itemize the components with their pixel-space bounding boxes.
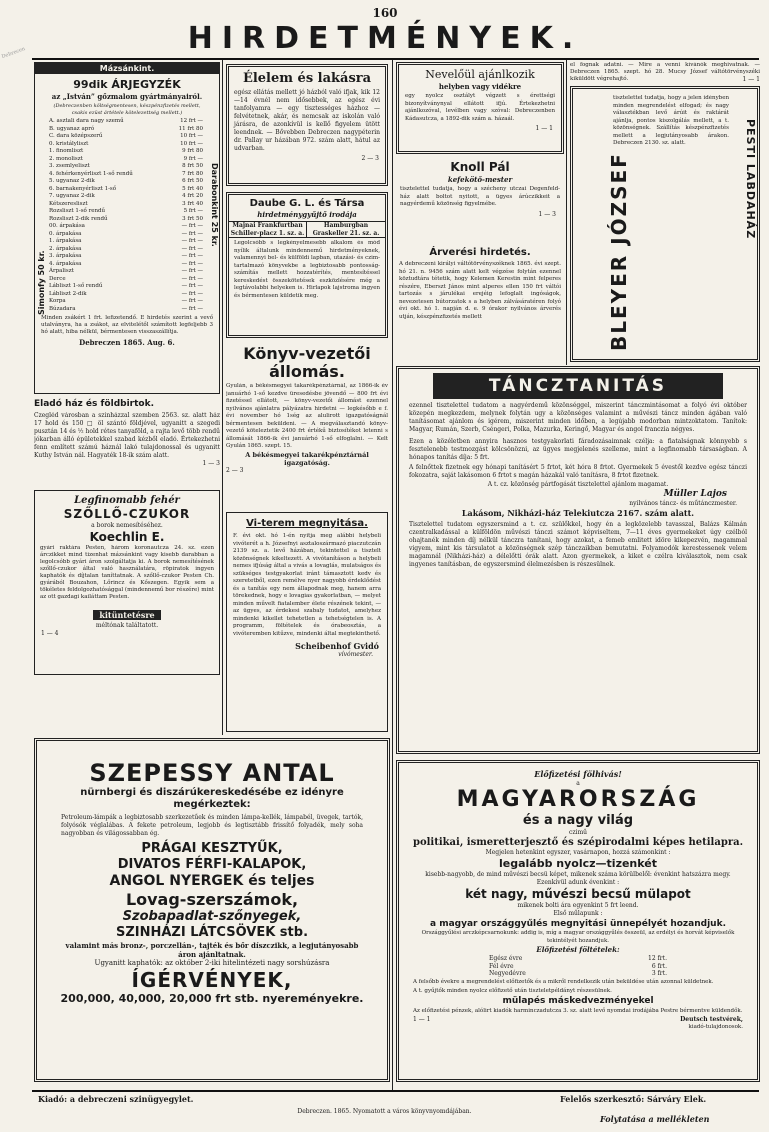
elado-ad [34, 398, 220, 486]
price-value: 5 frt — [183, 208, 203, 214]
vitorna-text: F. évi okt. hó 1-én nyitja meg alábbi helybeli vivóterét a h. Józsefnyi asztaloszármazó piaczutczán 2139 sz. a. levő házában, tekintettel a tisztelt közönségnek kikeltezett. A vivótanításon a helybeli nemes ifjúság által a vivás a lovaglás, mulatságos és szükséges testgyakorlat iránt támasztott kedv és szeretetből, ezen remélve nyer nagyobb érdeklődést és a tanítás egy nem állapodnak meg, hanem arra törekednek, hogy e lovagias gyakorlatban, — melyet minden művelt fiatalember élete részének tekint, — az ügyes, az érdekesi szabaly tudatot, amelyhez mindenki kikellet tehetetlen a tehetségtelen is. A programm, föltételek és órabeosztás, a vivóteremben kitűzve, mindenki által megtekinthető. [233, 533, 381, 637]
szepessy-title: SZEPESSY ANTAL [89, 759, 335, 787]
konyv-sign: A békésmegyei takarékpénztárnál igazgatóság. [245, 450, 369, 467]
arjegyzek-ad [34, 62, 220, 394]
konyv-ad [226, 344, 388, 502]
price-item: Korpa [49, 298, 66, 304]
price-item: Búzadara [49, 305, 76, 312]
tancz-text3: A felnőttek fizetnek egy hónapi tanításért 5 frtot, két hóra 8 frtot. Gyermekek 5 évestől kezdve egész tánczi fokozatra, saját lakásomon 6 frtot s magán házakál való tanításra, 8 frtot fizetnek. [409, 464, 747, 479]
szepessy-l4: Lovag-szerszámok, [125, 890, 299, 909]
price-row [49, 178, 203, 186]
bleyer-side: PESTI LABDAHÁZ [744, 119, 757, 240]
mo-text9: Az előfizetési pénzek, alólirt kiadók harminczadutcza 3. sz. alatt levő nyomdai irodájába Pestre bérmentve küldendők. [413, 1007, 743, 1014]
cukor-badge2: méltónak találtatott. [95, 622, 159, 629]
daube-sub: hirdetménygyűjtő irodája [257, 210, 357, 219]
konyv-title1: Könyv-vezetői [243, 344, 371, 363]
price-row [49, 126, 203, 134]
cukor-name: Koechlin E. [89, 530, 165, 544]
price-row [49, 216, 203, 224]
mo-czimu: czimű [569, 829, 587, 836]
mo-text2: kisebb-nagyobb, de mind művészi becsü képet, mikenek száma körülbelől: évenkint hatszázra megy. [425, 871, 731, 878]
mo-title: MAGYARORSZÁG [456, 787, 700, 812]
tancz-text5: Tisztelettel tudatom egyszersmind a t. cz. szülőkkel, hogy én a legközelebb tavasszal, Balázs Kálmán czentralkadással a külföldön művészi tánczi számot képviseltem, 7—11 éves gyermekeket úgy czélból ohajtanék minden díj nélkül tánczra tanítani, hogy azokat, a femeb emlitett idöre kikepezvén, magammal vigyem, mint kis társulatot a közönségnek szép tánczaikban bemutatni. Folyamodók kerestessenek velem magamnál (Nikházi-ház) a délelőtti órák alatt. Azon gyermekek, a kiket e czélra kiválasztok, nem csak ingyenes tanításban, de egyszersmind élelmezésben is részesülnek. [409, 521, 747, 568]
price-value: — frt — [181, 238, 203, 244]
price-row [49, 148, 203, 156]
mo-p1-label: Egész évre [489, 955, 523, 962]
elet-ad [226, 64, 388, 186]
nevelo-title: Nevelőül ajánlkozik [425, 68, 535, 81]
arveres-ad [396, 246, 564, 356]
price-value: — frt — [181, 260, 203, 267]
nevelo-text: egy nyolcz osztályt végzett s érettségi bizonyítványnyal ellátott ifjú. Értekezhetni ajánlkozóval, levélben vagy szóval: Debreczenben Kádasutcza, a 1892-dik szám a. házaál. [405, 93, 555, 122]
szepessy-ad [34, 738, 390, 1082]
price-value: 8 frt 50 [182, 163, 203, 169]
price-item: 0. kristályliszt [49, 140, 89, 147]
footer-editor [560, 1094, 706, 1104]
szepessy-l3: ANGOL NYERGEK és teljes [109, 873, 315, 889]
footer-rule [32, 1090, 759, 1092]
price-value: — frt — [181, 290, 203, 297]
szepessy-l6: SZINHÁZI LÁTCSÖVEK stb. [115, 925, 309, 940]
price-row [49, 186, 203, 194]
arjegyzek-side-right: Darabonkint 25 kr. [210, 163, 219, 247]
column-rule-3 [566, 60, 567, 365]
mo-text5: Első műlapunk : [553, 910, 603, 917]
price-value: 7 frt 80 [182, 170, 203, 177]
konyv-text: Gyulán, a békésmegyei takarékpénztárnál, az 1866-ik év januárhó 1-ső kezdve üresedésbe jövendő — 800 frt évi fizetéssel ellátott, — könyv-vezetői állomást ezennel nyilvános ajánlatra pályázatra hirdetni — legkésőbb e f. évi november hó 1ség az alulirott igazgatóságnál bérmentesen beküldeni. — A megválasztandó könyv-vezető köteleztetik 2400 frt értékű biztosítékot letenni s állomását 1866-ik évi januárhó 1-ső elfoglalni. — Kelt Gyulán 1865. szept. 15. [226, 383, 388, 449]
arveres-text: A debreczeni királyi váltótörvényszéknek 1865. évi szept. hó 21. n. 9456 szám alatt kelt végzése folytán ezennel köztudtára tétetik, hogy Kelemen Kerestin mint felperes részére, Eberszt János mint alperes ellen 150 frt váltói tartozás s járulékai erejéig lefoglalt ingóságok, nevezetesen bútorzatok s a helyben zálvásáratéren folyó évi okt. hó 1. napján d. e. 9 órakor nyilvános árverés utján, készpénzfizetés mellett [399, 261, 561, 320]
price-row [49, 201, 203, 209]
footer-printer: Debreczen. 1865. Nyomatott a város könyvnyomdájában. [297, 1108, 472, 1115]
mo-title2: és a nagy világ [522, 813, 634, 828]
top-notice-num: 1 — 1 [742, 76, 760, 83]
vitorna-title: Vi-terem megnyitása. [246, 518, 368, 529]
price-row [49, 298, 203, 306]
cukor-ad [34, 490, 220, 675]
price-value: — frt — [181, 275, 203, 282]
price-row [49, 133, 203, 141]
arjegyzek-title: 99dik ÁRJEGYZÉK [73, 78, 181, 91]
daube-title: Daube G. L. és Társa [249, 198, 365, 209]
price-item: 00. árpakása [49, 223, 85, 229]
mo-text8: A t. gyűjtők minden nyolcz előfizető után tiszteletpéldányt részesülnek. [413, 987, 612, 994]
cukor-sub: a borok nemesítéséhez. [91, 522, 163, 529]
mo-l2: két nagy, művészi becsű mülapot [465, 887, 691, 901]
price-value: 11 frt 80 [178, 125, 203, 132]
bleyer-text: tisztelettel tudatja, hogy a jelen idényben minden megrendelést elfogad; és nagy választékban levő árúit és raktárát ajánlja, pontos kiszolgálás mellett, a t. közönségnek. Szállítás készpénzfizetés mellett a legjutányosabb árakon. Debreczen 2130. sz. alatt. [613, 95, 729, 146]
tancz-sign2: nyilvános táncz- és műtánczmester. [629, 500, 737, 507]
knoll-ad [396, 160, 564, 242]
mo-p1: 12 frt. [648, 955, 667, 962]
price-value: 9 frt 80 [182, 148, 203, 154]
konyv-title2: állomás. [269, 362, 345, 381]
price-item: 6. barnakenyérliszt 1-ső [49, 185, 117, 192]
price-item: Rozsliszt 2-dik rendű [49, 215, 108, 222]
szepessy-l5: Szobapadlat-szőnyegek, [122, 909, 302, 924]
elado-num: 1 — 3 [202, 460, 220, 467]
price-value: — frt — [181, 253, 203, 259]
price-row [49, 208, 203, 216]
top-notice-text: el fognak adatni. — Mire a venni kívánók meghivatnak. — Debreczen 1865. szept. hó 28. Mucsy József váltótörvényszéki kiküldött végrehajtó. [570, 62, 760, 82]
mo-pre: Előfizetési fölhivás! [534, 769, 622, 779]
mo-text7: A felsőbb évekre a megrendelést előfizetők és a mikről rendelkezik után beküldése után azonnal küldetnek. [413, 978, 714, 985]
price-row [49, 118, 203, 126]
column-rule-1 [222, 60, 223, 735]
price-item: 4. fehérkenyérliszt 1-ső rendű [49, 170, 133, 177]
price-item: B. ugyanaz apró [49, 125, 95, 132]
footer-publisher: Kiadó: a debreczeni szinügyegylet. [38, 1094, 194, 1104]
szepessy-text2: valamint más bronz-, porczellán-, tajték és bőr díszczikk, a legjutányosabb áron ajánltatnak. [65, 941, 359, 959]
cukor-title2: SZŐLLŐ-CZUKOR [63, 507, 191, 521]
footer-editor-name: Sárváry Elek. [646, 1094, 707, 1104]
arjegyzek-side-left: Simonfy 50 kr. [37, 250, 46, 315]
footer-continue: Folytatása a mellékleten [600, 1114, 710, 1124]
bleyer-name: BLEYER JÓZSEF [607, 152, 631, 351]
price-row [49, 193, 203, 201]
knoll-title: Knoll Pál [450, 160, 510, 174]
arveres-title: Árverési hirdetés. [429, 247, 531, 258]
price-row [49, 291, 203, 299]
price-row [49, 238, 203, 246]
mo-text1: Megjelen hetenkint egyszer, vasárnapon, hozzá számonkint : [485, 849, 671, 856]
price-row [49, 306, 203, 314]
price-value: — frt — [181, 230, 203, 237]
szepessy-l1: PRÁGAI KESZTYŰK, [141, 841, 283, 856]
price-value: 10 frt — [180, 133, 203, 139]
mo-p3-label: Negyedévre [489, 970, 526, 977]
price-item: Rozsliszt 1-ső rendű [49, 208, 106, 214]
mo-l3: a magyar országgyűlés megnyitási ünnepélyét hozandjuk. [430, 919, 726, 929]
price-value: 5 frt 40 [182, 185, 203, 192]
daube-text: Legolcsóbb s legkényelmesebb alkalom és mód nyílik általunk mindennemű hirdetményeknek, valamennyi bel- és külföldi lapban, utazási- és czim-tartalmazó könyvekbe a legbiztosabb pontosság-számítás mellett hozzatérítés, mentesítéssel kereskedést összekötetések eszközlésére még a legtávolabbi helyeken is. Hirlapok lajstroma ingyen és bérmentesen küldetik meg. [234, 240, 380, 299]
vitorna-ad [226, 512, 388, 732]
konyv-num: 2 — 3 [226, 466, 244, 474]
mo-num: 1 — 1 [413, 1015, 431, 1023]
price-item: Lábliszt 1-ső rendű [49, 283, 103, 289]
price-row [49, 253, 203, 261]
page-number: 160 [372, 6, 398, 20]
price-item: 1. finomliszt [49, 148, 84, 154]
price-row [49, 171, 203, 179]
mo-cond: Előfizetési föltételek: [536, 945, 620, 954]
daube-right: Hamburgban Graskeller 21. sz. a. [312, 222, 380, 237]
masthead-rule [32, 58, 759, 60]
elet-title: Élelem és lakásra [242, 71, 372, 86]
arjegyzek-footer: Minden zsákért 1 frt. lefizetendő. E hirdetés szerint a vevő utalványra, ha a zsákot, az elvitelétől számított legfeljebb 3 hó alatt, hiba nélkül, bérmentesen visszaszállítja. [41, 315, 213, 335]
price-value: 6 frt 50 [182, 178, 203, 184]
price-value: 3 frt 50 [182, 215, 203, 222]
vitorna-sign2: vívómester. [338, 651, 373, 658]
mo-sub: politikai, ismeretterjesztő és szépirodalmi képes hetilapra. [412, 837, 744, 848]
cukor-title1: Legfinomabb fehér [74, 495, 180, 506]
column-rule-2 [392, 60, 393, 1090]
mo-a: a [576, 780, 580, 787]
knoll-sub: kefekötő-mester [447, 175, 513, 184]
price-item: 3. zsemlyeliszt [49, 163, 90, 169]
mo-pub2: kiadó-tulajdonosok. [688, 1023, 743, 1030]
price-item: 7. ugyanaz 2-dik [49, 193, 95, 199]
magyarorszag-ad [396, 760, 760, 1082]
footer-editor-label: Felelős szerkesztő: [560, 1094, 645, 1104]
price-row [49, 261, 203, 269]
price-value: 3 frt 40 [182, 200, 203, 207]
price-item: Árpaliszt [49, 268, 74, 274]
szepessy-l2: DIVATOS FÉRFI-KALAPOK, [117, 857, 307, 872]
price-row [49, 246, 203, 254]
knoll-text: tisztelettel tudatja, hogy a szécheny utczai Degenfeld-ház alatt boltot nyitott, a ügyes árúczikkeit a nagyérdemű közönség figyelmébe. [400, 186, 560, 207]
price-value: — frt — [181, 223, 203, 229]
library-stamp: Debrecen [0, 46, 26, 61]
arjegyzek-note: (Debreczenben költségmentesen, készpénzfizetés mellett, csakis ezüst ártétele kötelezettség mellett.) [53, 103, 201, 116]
price-value: — frt — [181, 305, 203, 312]
elado-text: Czegléd városban a szinházzal szemben 2563. sz. alatt ház 17 hold és 150 □ öl szántó földjével, ugyanitt a szegedi pusztán 14 és ½ hold rétes tanyaföld, a rajta levő több rendű jókarban álló épületekkel szabad kézből eladó. Értekezhetni fenn említett számú háznál lakó tulajdonossal és ugyanitt Kuthy István nál. Hagyaték 18-ik szám alatt. [34, 412, 220, 459]
cukor-badge: kitüntetésre [93, 610, 160, 620]
price-item: Lábliszt 2-dik [49, 290, 87, 297]
elet-num: 2 — 3 [361, 155, 379, 162]
cukor-text: gyári raktára Pesten, három koronautcza 24. sz. ezen árczikket mind tizenhat mázsánkint vagy kisebb darabban a legolcsóbb gyári áron szolgáltatja ki. A borok nemesítésének szőllő-czukor által való használatára, röpiratok ingyen kaphatók és díjtalan taníttatnak. A szőllő-czukor Pesten Ch. gyárából Bouzahon, Lőrincz és Kőszegen. Egyik sem a tökéletes feldolgozhatósággal (mindennemű bor részére) mint az ott gazdagi kailáttam Pesten. [40, 545, 214, 600]
szepessy-text1: Petroleum-lámpák a legbiztosabb szerkezetűek és minden lámpa-kellék, lámpabél, üvegek, tartók, folyósók véglalábas. A fekete petroleum, legjobb és legtisztább frissítő folyadék, mely soha nagyobban és világossabban ég. [61, 814, 363, 837]
mo-text4: mikenek bolti ára egyenkint 5 frt leend. [517, 902, 639, 909]
price-value: 12 frt — [180, 118, 203, 124]
mo-text3: Ezenkívül adunk évenkint : [536, 879, 620, 886]
nevelo-sub: helyben vagy vidékre [438, 82, 522, 91]
elet-text: egész ellátás mellett jó házból való ifjak, kik 12—14 évnél nem idősebbek, az egész évi tanfolyamra — egy tisztességes házhoz — felvétetnek, akár, és nemcsak az iskolán való járásra, de azonkívül is kellő figyelem ütött leendnek. — Bővebben Debreczen nagypéterin dr. Pallay ur házában 972. szám alatt, hátul az udvarban. [234, 89, 380, 152]
price-item: A. asztali dara nagy szemű [49, 118, 124, 124]
nevelo-num: 1 — 1 [535, 125, 553, 132]
tancz-addr: Lakásom, Nikházi-ház Telekiutcza 2167. szám alatt. [461, 508, 695, 518]
bleyer-ad [570, 86, 760, 362]
price-list [35, 118, 219, 313]
price-row [49, 223, 203, 231]
szepessy-l7: ÍGÉRVÉNYEK, [131, 968, 293, 992]
mo-text6: Országgyűlési arczképcsarnokunk: addig is, míg a magyar országgyűlés összeül, az erdélyi és horvát képviselők tekintélyét hozandjuk. [421, 930, 735, 944]
arjegyzek-subtitle: az „István” gőzmalom gyártmányairól. [51, 92, 203, 101]
price-item: 1. árpakása [49, 238, 82, 244]
price-row [49, 276, 203, 284]
mo-l1: legalább nyolcz—tizenkét [498, 857, 657, 870]
price-value: 4 frt 20 [182, 193, 203, 199]
price-row [49, 156, 203, 164]
price-item: 0. árpakása [49, 230, 82, 237]
tancz-title: TÁNCZTANITÁS [433, 373, 723, 399]
price-item: 2. monoliszt [49, 155, 83, 162]
tancz-text1: ezennel tisztelettel tudatom a nagyérdemű közönséggel, miszerint tánczmintásomat a folyó évi október közepén megkezdem, melynek folytán ugy a közönséges valamint a művészi táncz minden ágában való tanításomat ajánlom és igérem, miszerint minden időben, a legújabb modorban mintzoktatom. Tanítok: Magyar, Rumán, Szerb, Cséngeri, Polka, Mazurka, Keringő, Magyar és angol franczia négyes. [409, 402, 747, 433]
tancz-text2: Ezen a közéletben annyira hasznos testgyakorlati fáradozásaimnak czélja: a fiatalságnak könnyebb s fesztelenebb testmozgást kölcsönözni, az ügyes megjelenés szelleme, mint a legfinomabb társaságban. A hónapos tanítás díja: 5 frt. [409, 438, 747, 461]
daube-ad [226, 192, 388, 338]
tancz-sign: Müller Lajos [663, 489, 727, 499]
price-item: 2. árpakása [49, 245, 82, 252]
price-row [49, 163, 203, 171]
price-row [49, 268, 203, 276]
szepessy-l8: 200,000, 40,000, 20,000 frt stb. nyereményekre. [60, 992, 364, 1005]
mo-p3: 3 frt. [651, 970, 667, 977]
knoll-num: 1 — 3 [538, 210, 556, 218]
mo-p2: 6 frt. [651, 962, 667, 970]
elado-title: Eladó ház és földbirtok. [34, 399, 154, 409]
tancz-text4: A t. cz. közönség pártfogását tisztelettel ajánlom magamat. [487, 481, 669, 488]
price-value: 10 frt — [180, 140, 203, 147]
top-notice [570, 62, 760, 84]
price-value: — frt — [181, 268, 203, 274]
daube-left: Majnai Frankfurtban Schiller-placz 1. sz. a. [229, 222, 307, 237]
arjegyzek-date: Debreczen 1865. Aug. 6. [79, 338, 175, 347]
price-item: C. dara középszerű [49, 133, 103, 139]
price-row [49, 283, 203, 291]
price-value: — frt — [181, 245, 203, 252]
price-value: 9 frt — [183, 155, 203, 162]
tancz-ad [396, 366, 760, 754]
price-row [49, 231, 203, 239]
mo-pub: Deutsch testvérek, [680, 1015, 743, 1023]
cukor-num: 1 — 4 [41, 630, 59, 637]
mo-p2-label: Fél évre [489, 962, 514, 970]
price-item: 4. árpakása [49, 260, 82, 267]
szepessy-text3: Ugyanitt kaphatók: az október 2-iki hitelintézeti nagy sorshúzásra [94, 959, 330, 967]
price-item: Derce [49, 275, 66, 282]
price-row [49, 141, 203, 149]
price-item: 3. árpakása [49, 253, 82, 259]
price-item: 5. ugyanaz 2-dik [49, 178, 95, 184]
price-item: Kétszeresliszt [49, 200, 88, 207]
price-value: — frt — [181, 283, 203, 289]
arjegyzek-banner: Mázsánkint. [35, 63, 219, 74]
szepessy-sub1: nürnbergi és diszárúkereskedésébe ez idényre megérkeztek: [80, 787, 344, 810]
price-value: — frt — [181, 298, 203, 304]
vitorna-sign: Scheibenhof Gvidó [295, 641, 379, 651]
nevelo-ad [396, 62, 564, 154]
masthead: HIRDETMÉNYEK. [187, 21, 583, 56]
mo-l4: mülapés máskedvezményekel [502, 995, 654, 1006]
